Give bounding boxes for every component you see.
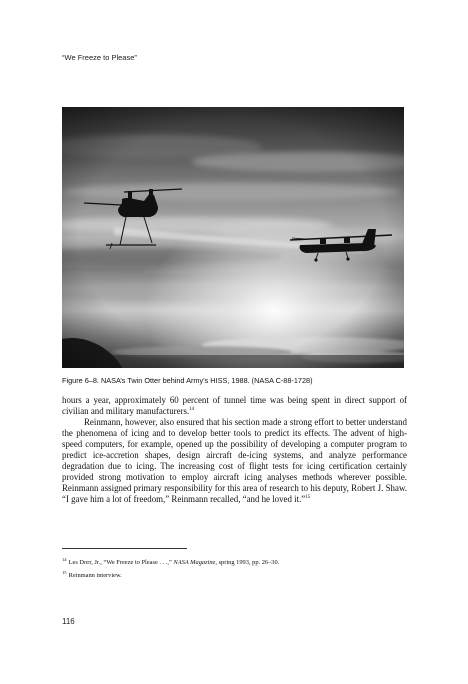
footnote-rule [62,548,187,549]
footnote [62,557,407,570]
footnote-number: 15 [62,569,67,575]
footnote-number: 14 [62,556,67,562]
footnote-reference: 15 [305,495,311,501]
footnote-text: Reinmann interview. [68,571,122,579]
footnote [62,570,407,583]
figure-caption: Figure 6–8. NASA’s Twin Otter behind Army’s HISS, 1988. (NASA C-88-1728) [62,376,313,385]
body-paragraph [62,395,407,417]
footnote-text-tail: , spring 1993, pp. 26–30. [215,559,280,566]
footnote-text: Les Dorr, Jr., “We Freeze to Please . . .,” [68,559,174,566]
footnote-reference: 14 [189,407,195,413]
footnotes [62,557,407,583]
body-text [62,395,407,505]
body-paragraph [62,417,407,505]
running-head: “We Freeze to Please” [62,53,137,62]
footnote-journal-title: NASA Magazine [173,559,216,566]
paragraph-text: hours a year, approximately 60 percent of tunnel time was being spent in direct support of civilian and military manufacturers. [62,395,407,417]
page-number: 116 [62,617,75,626]
paragraph-text: Reinmann, however, also ensured that his section made a strong effort to better understand the phenomena of icing and to develop better tools to predict its effects. The advent of high-speed computers, for example, opened up the possibility of developing a computer program to predict ice-accretion shapes, design aircraft de-icing systems, and analyze performance degradation due to icing. The increasing cost of flight tests for icing certification certainly provided strong motivation to employ aircraft icing analyses methods wherever possible. Reinmann assigned primary responsibility for this area of research to his deputy, Robert J. Shaw. “I gave him a lot of freedom,” Reinmann recalled, “and he loved it.” [62,417,407,505]
figure-photo [62,107,404,368]
